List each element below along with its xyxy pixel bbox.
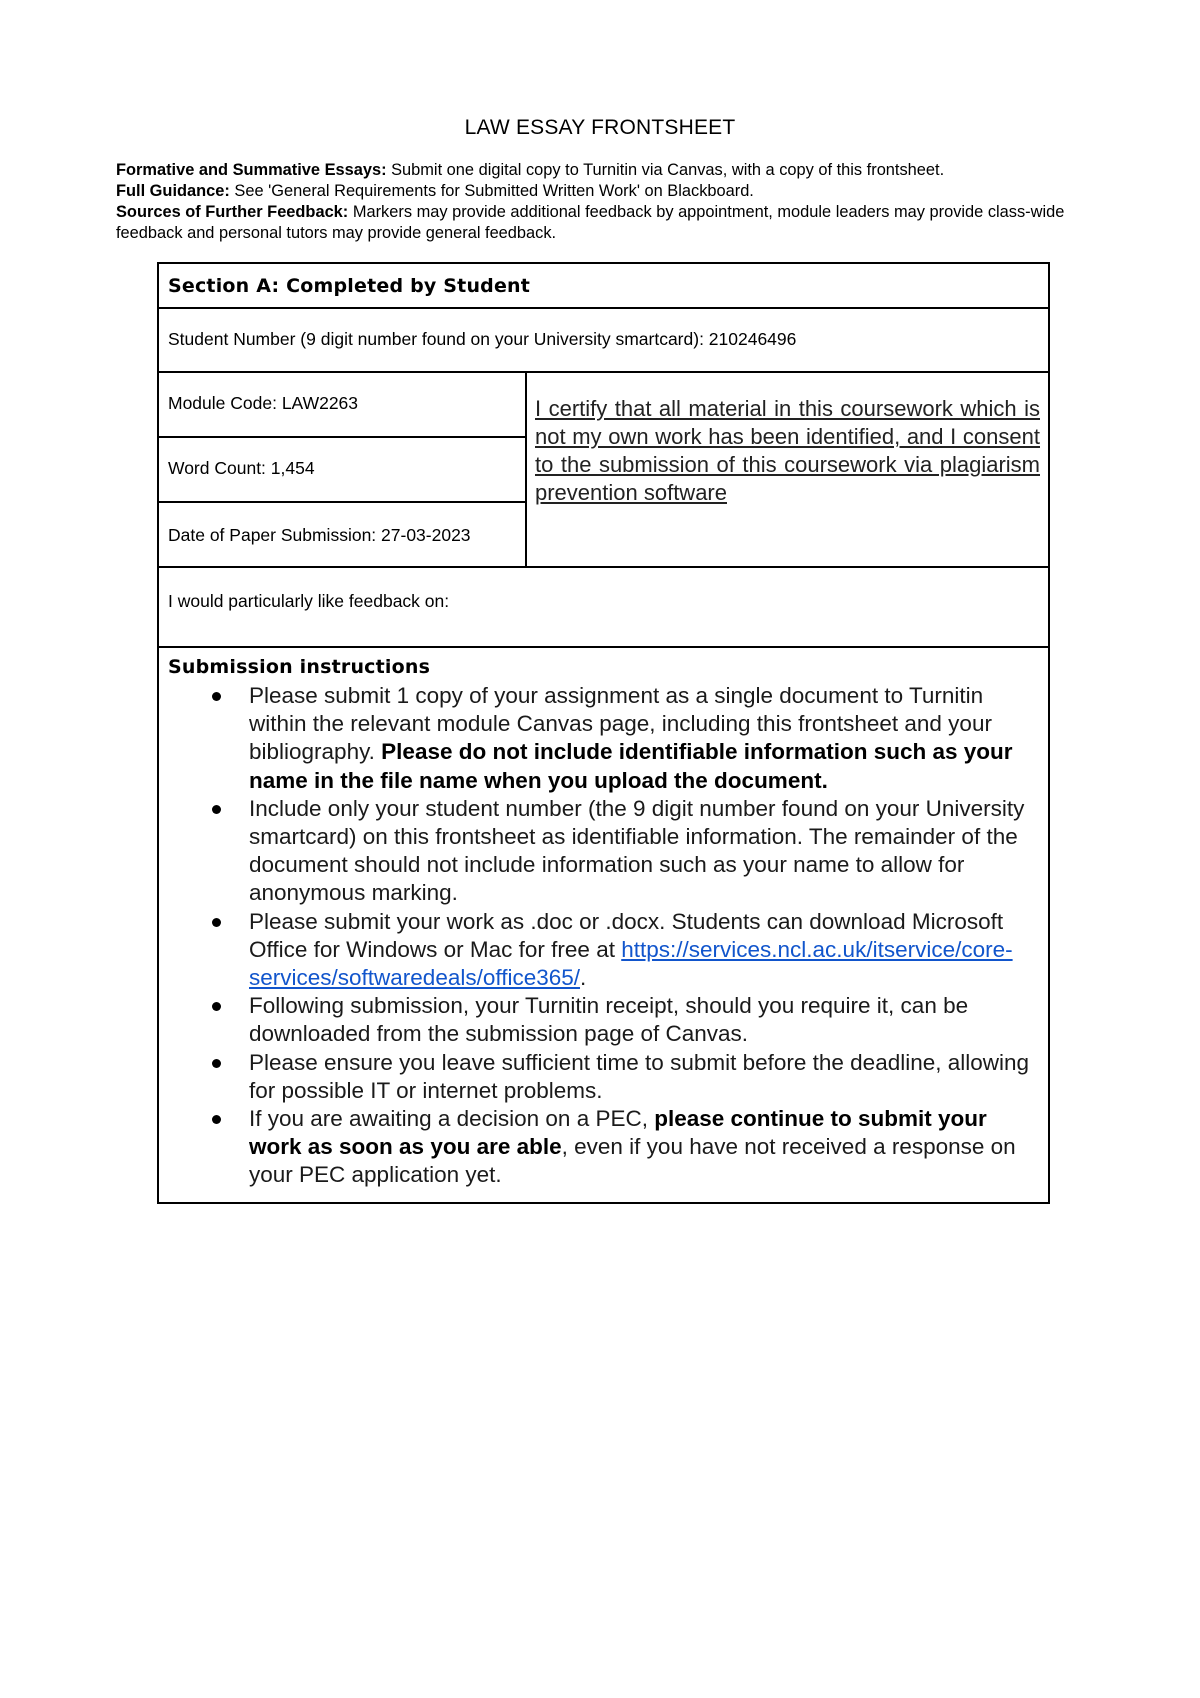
bullet-icon <box>212 1115 221 1124</box>
feedback-request-field[interactable]: I would particularly like feedback on: <box>159 568 1048 648</box>
student-number-field[interactable]: Student Number (9 digit number found on your University smartcard): 210246496 <box>159 309 1048 373</box>
intro-label: Sources of Further Feedback: <box>116 203 349 221</box>
intro-text: Markers may provide additional feedback by appointment, module leaders may provide class-wide feedback and personal tutors may provide general feedback. <box>116 203 1065 242</box>
intro-line-guidance <box>116 181 1091 202</box>
intro-line-essays <box>116 160 1091 181</box>
date-submission-field[interactable]: Date of Paper Submission: 27-03-2023 <box>168 525 471 545</box>
list-item <box>249 992 1038 1048</box>
certify-statement: I certify that all material in this coursework which is not my own work has been identified, and I consent to the submission of this coursework via plagiarism prevention software <box>535 396 1040 505</box>
certify-cell <box>527 373 1048 566</box>
intro-block <box>116 160 1091 244</box>
item-text: Please submit 1 copy of your assignment as a single document to Turnitin within the relevant module Canvas page, including this frontsheet and your bibliography. <box>249 683 992 765</box>
intro-text: See 'General Requirements for Submitted Written Work' on Blackboard. <box>229 182 754 200</box>
frontsheet-table <box>157 262 1050 1204</box>
list-item <box>249 682 1038 795</box>
item-text: . <box>580 965 587 991</box>
item-bold-text: please continue to submit your work as soon as you are able <box>249 1106 987 1160</box>
details-row <box>159 373 1048 568</box>
section-a-heading: Section A: Completed by Student <box>159 264 1048 309</box>
bullet-icon <box>212 692 221 701</box>
intro-label: Full Guidance: <box>116 182 230 200</box>
bullet-icon <box>212 918 221 927</box>
office365-link[interactable]: https://services.ncl.ac.uk/itservice/core-services/softwaredeals/office365/ <box>249 936 1013 991</box>
page-title: LAW ESSAY FRONTSHEET <box>464 116 736 139</box>
instructions-heading: Submission instructions <box>168 656 431 678</box>
list-item <box>249 795 1038 908</box>
list-item <box>249 908 1038 993</box>
item-text: , even if you have not received a response on your PEC application yet. <box>249 1134 1016 1188</box>
list-item <box>249 1105 1038 1190</box>
intro-line-feedback <box>116 202 1091 244</box>
item-text: Include only your student number (the 9 digit number found on your University smartcard) on this frontsheet as identifiable information. The remainder of the document should not include information such as your name to allow for anonymous marking. <box>249 795 1025 906</box>
item-text: If you are awaiting a decision on a PEC, <box>249 1106 655 1132</box>
bullet-icon <box>212 805 221 814</box>
item-text: Please submit your work as .doc or .docx. Students can download Microsoft Office for Windows or Mac for free at <box>249 908 1004 962</box>
instructions-list <box>168 682 1038 1190</box>
details-left <box>159 373 527 566</box>
module-code-field[interactable]: Module Code: LAW2263 <box>159 373 525 438</box>
item-bold-text: Please do not include identifiable information such as your name in the file name when you upload the document. <box>249 739 1013 793</box>
submission-instructions <box>159 648 1048 1202</box>
intro-label: Formative and Summative Essays: <box>116 161 387 179</box>
list-item <box>249 1049 1038 1105</box>
item-text: Please ensure you leave sufficient time to submit before the deadline, allowing for possible IT or internet problems. <box>249 1049 1030 1103</box>
bullet-icon <box>212 1002 221 1011</box>
intro-text: Submit one digital copy to Turnitin via Canvas, with a copy of this frontsheet. <box>386 161 945 179</box>
item-text: Following submission, your Turnitin receipt, should you require it, can be downloaded from the submission page of Canvas. <box>249 993 969 1047</box>
word-count-field[interactable]: Word Count: 1,454 <box>159 438 525 503</box>
bullet-icon <box>212 1059 221 1068</box>
